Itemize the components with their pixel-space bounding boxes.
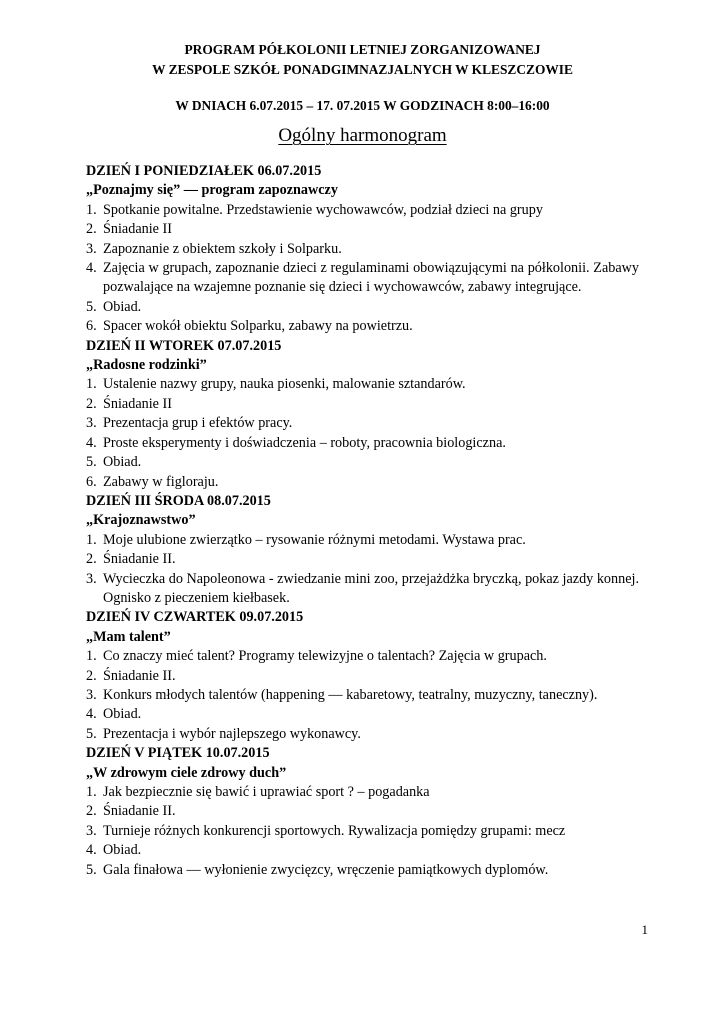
list-item	[86, 667, 639, 686]
day-item-list	[86, 647, 639, 744]
item-text: Prezentacja i wybór najlepszego wykonawcy.	[103, 725, 361, 742]
item-text: Proste eksperymenty i doświadczenia – roboty, pracownia biologiczna.	[103, 434, 506, 451]
list-item	[86, 783, 639, 802]
list-item	[86, 822, 639, 841]
list-item	[86, 317, 639, 336]
list-item	[86, 375, 639, 394]
header-dates: W DNIACH 6.07.2015 – 17. 07.2015 W GODZINACH 8:00–16:00	[175, 98, 550, 113]
item-number: 4.	[86, 706, 97, 723]
list-item	[86, 395, 639, 414]
header-line-1: PROGRAM PÓŁKOLONII LETNIEJ ZORGANIZOWANEJ	[184, 42, 541, 57]
day-theme: „Krajoznawstwo”	[86, 512, 196, 529]
day-item-list	[86, 531, 639, 609]
item-text: Obiad.	[103, 706, 142, 723]
item-text: Konkurs młodych talentów (happening — kabaretowy, teatralny, muzyczny, taneczny).	[103, 686, 598, 703]
list-item	[86, 201, 639, 220]
item-number: 3.	[86, 822, 97, 839]
day-section	[86, 337, 639, 492]
item-text: Śniadanie II.	[103, 667, 176, 684]
item-text: Moje ulubione zwierzątko – rysowanie różnymi metodami. Wystawa prac.	[103, 531, 526, 548]
item-text: Wycieczka do Napoleonowa - zwiedzanie mini zoo, przejażdżka bryczką, pokaz jazdy konnej. Ognisko z pieczeniem kiełbasek.	[103, 570, 639, 606]
item-number: 2.	[86, 803, 97, 820]
item-text: Obiad.	[103, 454, 142, 471]
list-item	[86, 802, 639, 821]
item-text: Śniadanie II	[103, 395, 172, 412]
day-item-list	[86, 375, 639, 491]
item-number: 2.	[86, 551, 97, 568]
item-number: 2.	[86, 667, 97, 684]
document-header	[0, 40, 725, 116]
list-item	[86, 725, 639, 744]
day-title: DZIEŃ V PIĄTEK 10.07.2015	[86, 745, 270, 762]
item-number: 2.	[86, 221, 97, 238]
item-number: 4.	[86, 842, 97, 859]
list-item	[86, 434, 639, 453]
list-item	[86, 647, 639, 666]
day-item-list	[86, 783, 639, 880]
item-number: 3.	[86, 415, 97, 432]
item-number: 1.	[86, 648, 97, 665]
header-line-2: W ZESPOLE SZKÓŁ PONADGIMNAZJALNYCH W KLESZCZOWIE	[152, 62, 573, 77]
item-text: Śniadanie II.	[103, 551, 176, 568]
page-number: 1	[641, 922, 648, 937]
item-number: 5.	[86, 861, 97, 878]
item-text: Zabawy w figloraju.	[103, 473, 219, 490]
list-item	[86, 473, 639, 492]
item-text: Gala finałowa — wyłonienie zwycięzcy, wręczenie pamiątkowych dyplomów.	[103, 861, 549, 878]
day-section	[86, 162, 639, 337]
item-number: 3.	[86, 240, 97, 257]
item-number: 1.	[86, 201, 97, 218]
list-item	[86, 453, 639, 472]
item-number: 1.	[86, 784, 97, 800]
day-theme: „Mam talent”	[86, 628, 171, 645]
list-item	[86, 240, 639, 259]
item-number: 5.	[86, 725, 97, 742]
day-section	[86, 492, 639, 608]
item-text: Obiad.	[103, 298, 142, 315]
item-text: Spotkanie powitalne. Przedstawienie wychowawców, podział dzieci na grupy	[103, 201, 543, 218]
item-number: 5.	[86, 454, 97, 471]
day-title: DZIEŃ II WTOREK 07.07.2015	[86, 337, 282, 354]
list-item	[86, 841, 639, 860]
item-number: 3.	[86, 686, 97, 703]
item-text: Turnieje różnych konkurencji sportowych. Rywalizacja pomiędzy grupami: mecz	[103, 822, 566, 839]
day-item-list	[86, 201, 639, 337]
list-item	[86, 686, 639, 705]
item-number: 2.	[86, 395, 97, 412]
item-text: Spacer wokół obiektu Solparku, zabawy na powietrzu.	[103, 318, 413, 335]
list-item	[86, 414, 639, 433]
list-item	[86, 570, 639, 609]
item-text: Jak bezpiecznie się bawić i uprawiać sport ? – pogadanka	[103, 784, 430, 800]
item-text: Zapoznanie z obiektem szkoły i Solparku.	[103, 240, 342, 257]
day-theme: „W zdrowym ciele zdrowy duch”	[86, 764, 287, 781]
list-item	[86, 220, 639, 239]
day-theme: „Radosne rodzinki”	[86, 357, 207, 374]
list-item	[86, 531, 639, 550]
page-title: Ogólny harmonogram	[278, 125, 447, 146]
item-number: 5.	[86, 298, 97, 315]
item-number: 3.	[86, 570, 97, 587]
list-item	[86, 298, 639, 317]
day-title: DZIEŃ IV CZWARTEK 09.07.2015	[86, 609, 304, 626]
item-text: Śniadanie II	[103, 221, 172, 238]
item-text: Ustalenie nazwy grupy, nauka piosenki, malowanie sztandarów.	[103, 376, 466, 393]
item-number: 6.	[86, 318, 97, 335]
list-item	[86, 259, 639, 298]
item-text: Obiad.	[103, 842, 142, 859]
item-text: Śniadanie II.	[103, 803, 176, 820]
item-text: Prezentacja grup i efektów pracy.	[103, 415, 293, 432]
schedule-content	[86, 162, 639, 880]
item-number: 4.	[86, 260, 97, 277]
item-number: 1.	[86, 531, 97, 548]
day-section	[86, 744, 639, 880]
day-section	[86, 608, 639, 744]
item-number: 6.	[86, 473, 97, 490]
day-title: DZIEŃ III ŚRODA 08.07.2015	[86, 492, 271, 509]
day-theme: „Poznajmy się” — program zapoznawczy	[86, 182, 338, 199]
list-item	[86, 550, 639, 569]
list-item	[86, 861, 639, 880]
list-item	[86, 705, 639, 724]
item-text: Co znaczy mieć talent? Programy telewizyjne o talentach? Zajęcia w grupach.	[103, 648, 547, 665]
item-text: Zajęcia w grupach, zapoznanie dzieci z regulaminami obowiązującymi na półkolonii. Zabawy pozwalające na wzajemne poznanie się dzieci i wychowawców, zabawy integrujące.	[103, 260, 639, 296]
item-number: 1.	[86, 376, 97, 393]
day-title: DZIEŃ I PONIEDZIAŁEK 06.07.2015	[86, 163, 322, 179]
item-number: 4.	[86, 434, 97, 451]
